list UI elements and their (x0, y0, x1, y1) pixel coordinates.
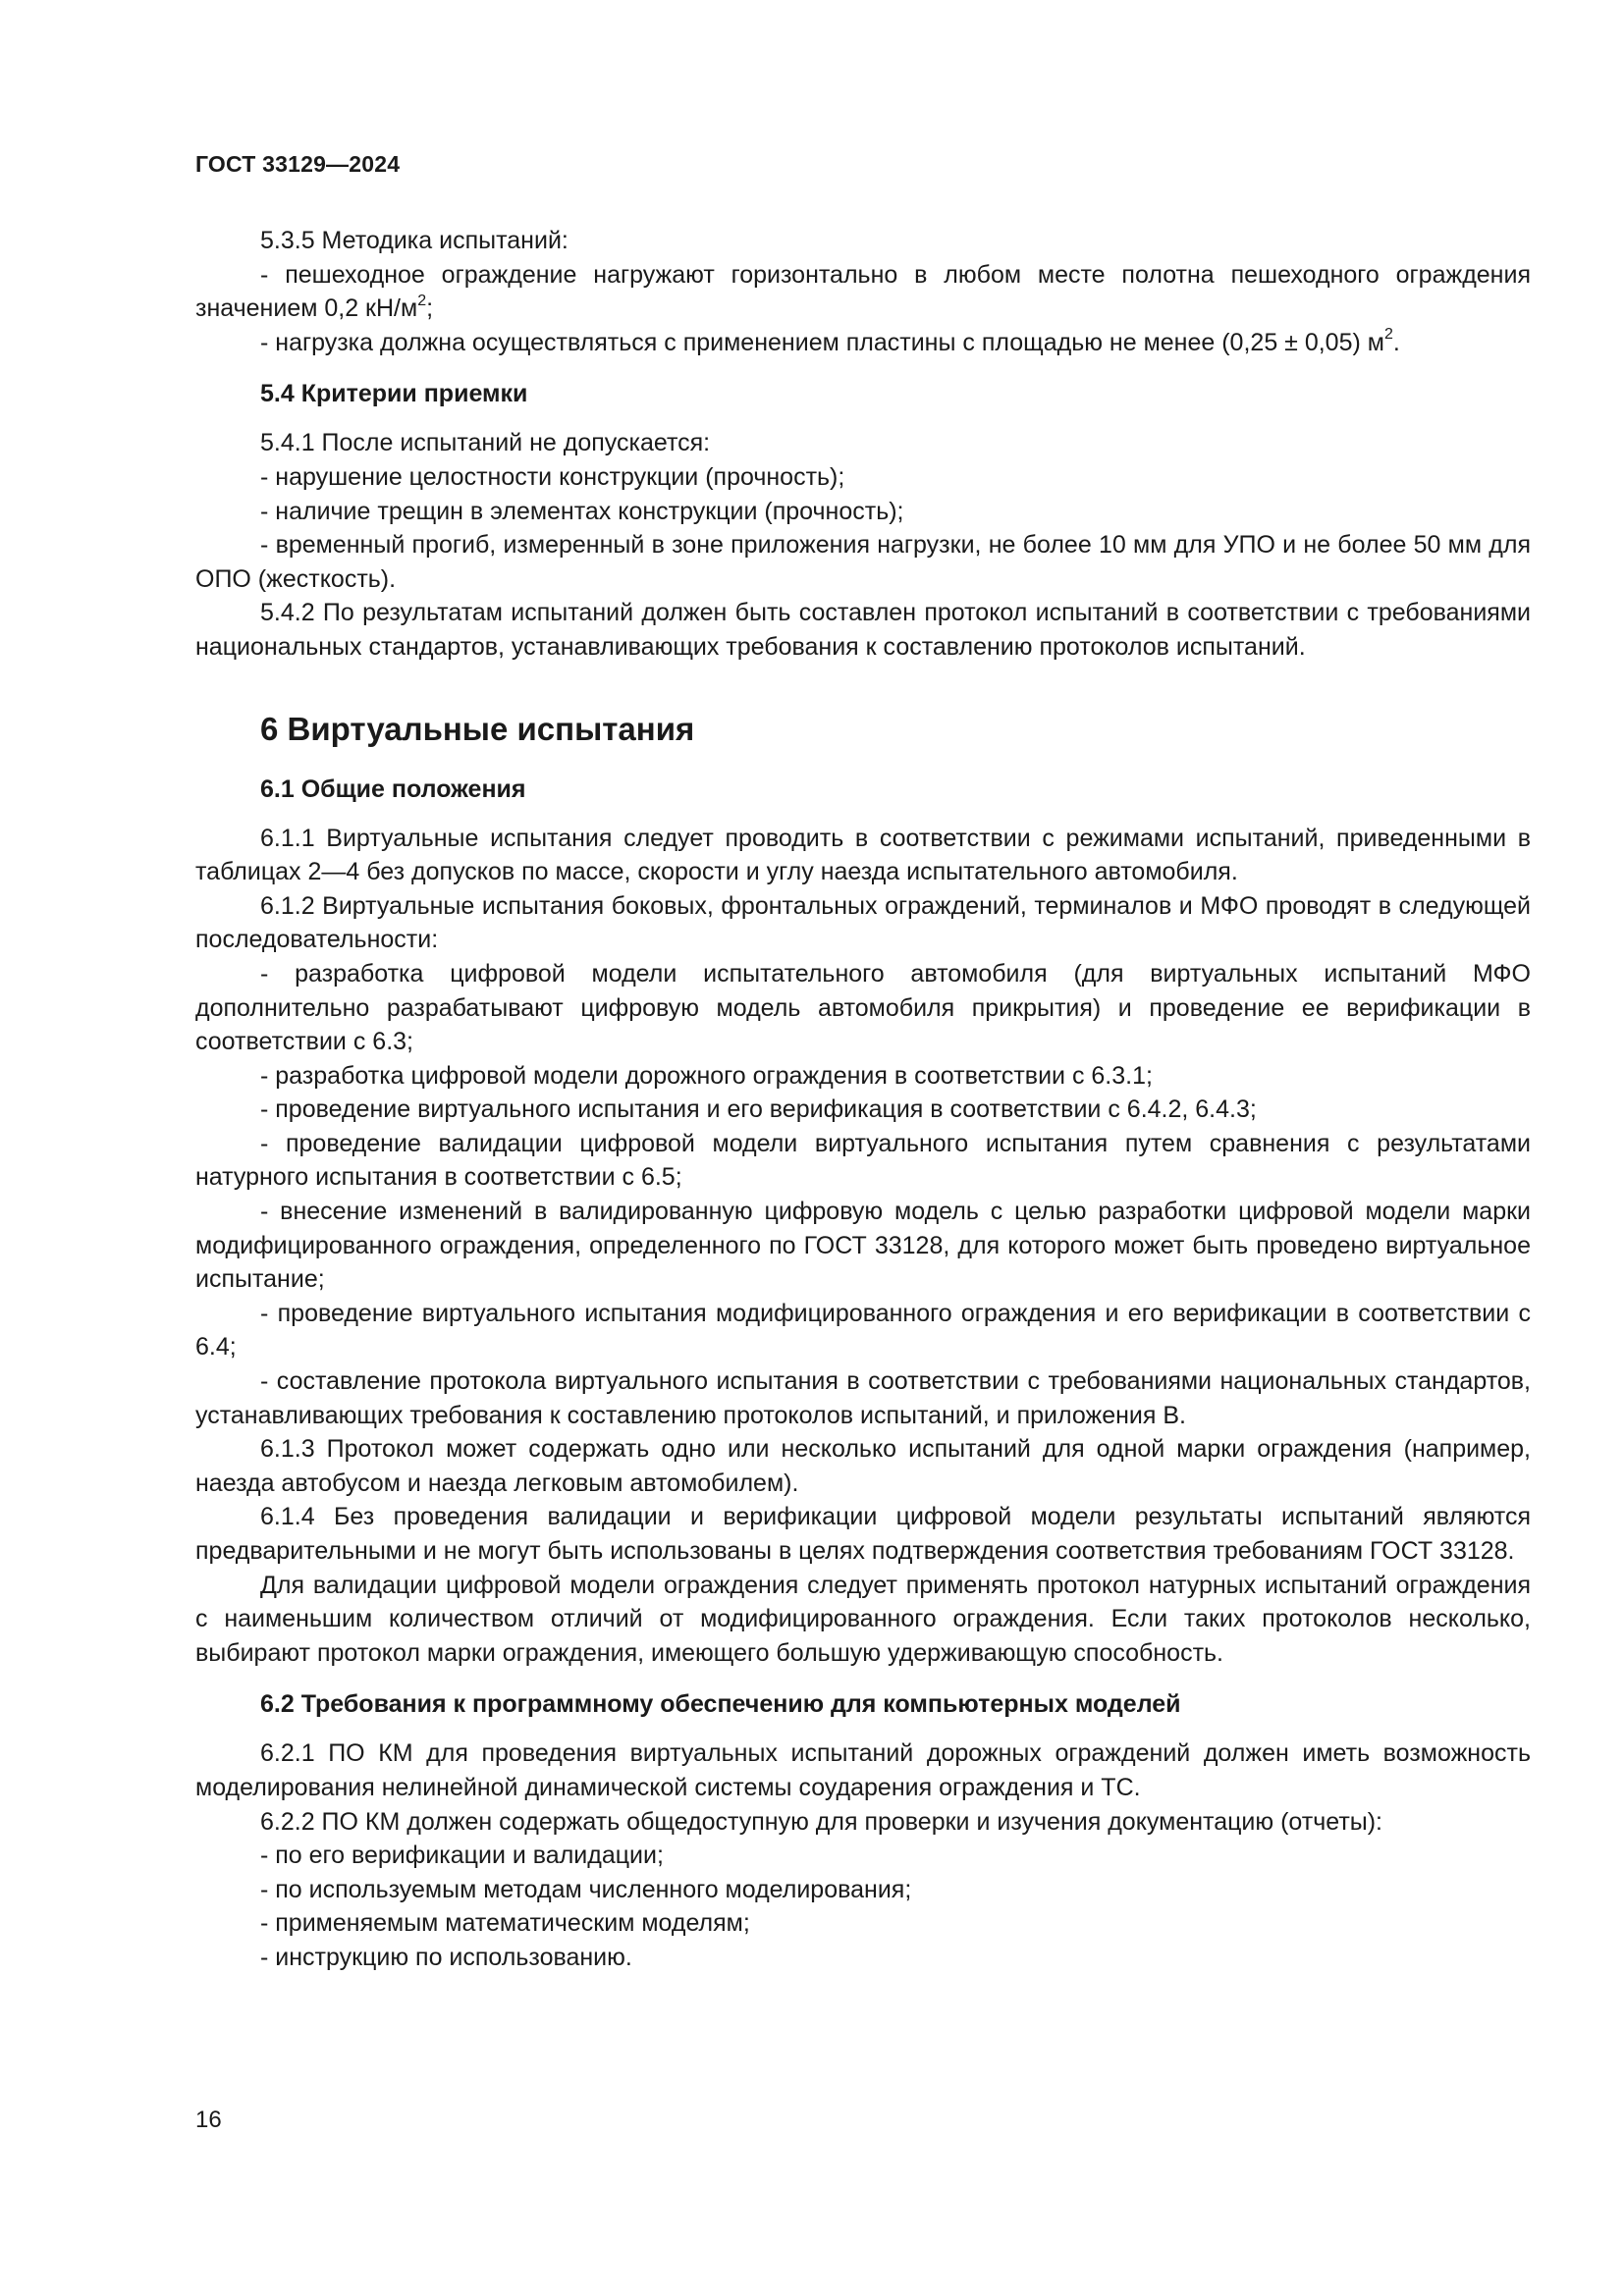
clause-6-1-2-item-2: - разработка цифровой модели дорожного ограждения в соответствии с 6.3.1; (260, 1061, 1153, 1090)
document-header: ГОСТ 33129—2024 (195, 151, 401, 177)
section-6-heading: 6 Виртуальные испытания (260, 710, 695, 747)
clause-6-1-4-paragraph-2: Для валидации цифровой модели ограждения следует применять протокол натурных испытаний ограждения с наименьшим количеством отличий от модифицированного ограждения. Если таких протоколов несколько, выбирают протокол марки ограждения, имеющего большую удерживающую способность. (195, 1571, 1531, 1667)
clause-6-1-2-item-6: - проведение виртуального испытания модифицированного ограждения и его верификации в соответствии с 6.4; (195, 1299, 1531, 1362)
clause-5-3-5-item-2: - нагрузка должна осуществляться с применением пластины с площадью не менее (0,25 ± 0,05) $м^2$. (260, 326, 1400, 356)
page-number: 16 (195, 2107, 222, 2133)
clause-6-1-2-item-5: - внесение изменений в валидированную цифровую модель с целью разработки цифровой модели марки модифицированного ограждения, определенного по ГОСТ 33128, для которого может быть проведено виртуальное испытание; (195, 1198, 1531, 1294)
clause-6-2-2: 6.2.2 ПО КМ должен содержать общедоступную для проверки и изучения документацию (отчеты): (260, 1807, 1383, 1836)
clause-5-4-1-item-3: - временный прогиб, измеренный в зоне приложения нагрузки, не более 10 мм для УПО и не более 50 мм для ОПО (жесткость). (195, 531, 1531, 593)
clause-5-4-2: 5.4.2 По результатам испытаний должен быть составлен протокол испытаний в соответствии с требованиями национальных стандартов, устанавливающих требования к составлению протоколов испытаний. (195, 599, 1531, 661)
clause-6-1-2-item-4: - проведение валидации цифровой модели виртуального испытания путем сравнения с результатами натурного испытания в соответствии с 6.5; (195, 1129, 1531, 1192)
clause-6-1-2: 6.1.2 Виртуальные испытания боковых, фронтальных ограждений, терминалов и МФО проводят в следующей последовательности: (195, 891, 1531, 954)
clause-6-1-3: 6.1.3 Протокол может содержать одно или несколько испытаний для одной марки ограждения (например, наезда автобусом и наезда легковым автомобилем). (195, 1435, 1531, 1497)
clause-5-4-1-item-2: - наличие трещин в элементах конструкции (прочность); (260, 497, 904, 525)
clause-5-3-5-item-1: - пешеходное ограждение нагружают горизонтально в любом месте полотна пешеходного ограждения значением 0,2 $кН/м^2$; (195, 260, 1531, 323)
clause-6-1-2-item-7: - составление протокола виртуального испытания в соответствии с требованиями национальных стандартов, устанавливающих требования к составлению протоколов испытаний, и приложения В. (195, 1367, 1531, 1429)
clause-6-2-2-item-3: - применяемым математическим моделям; (260, 1909, 750, 1938)
clause-5-3-5-title: 5.3.5 Методика испытаний: (260, 227, 568, 254)
clause-6-2-2-item-4: - инструкцию по использованию. (260, 1943, 632, 1971)
clause-6-2-1: 6.2.1 ПО КМ для проведения виртуальных испытаний дорожных ограждений должен иметь возможность моделирования нелинейной динамической системы соударения ограждения и ТС. (195, 1739, 1531, 1801)
page-content (195, 224, 1531, 1975)
section-6-2-heading: 6.2 Требования к программному обеспечению для компьютерных моделей (260, 1690, 1181, 1719)
clause-6-2-2-item-1: - по его верификации и валидации; (260, 1842, 664, 1870)
clause-6-1-4: 6.1.4 Без проведения валидации и верификации цифровой модели результаты испытаний являются предварительными и не могут быть использованы в целях подтверждения соответствия требованиям ГОСТ 33128. (195, 1503, 1531, 1565)
section-6-1-heading: 6.1 Общие положения (260, 774, 526, 803)
clause-6-2-2-item-2: - по используемым методам численного моделирования; (260, 1875, 912, 1903)
clause-6-1-2-item-3: - проведение виртуального испытания и его верификация в соответствии с 6.4.2, 6.4.3; (260, 1095, 1257, 1124)
section-5-4-heading: 5.4 Критерии приемки (260, 380, 528, 408)
clause-5-4-1: 5.4.1 После испытаний не допускается: (260, 429, 711, 457)
clause-6-1-1: 6.1.1 Виртуальные испытания следует проводить в соответствии с режимами испытаний, приведенными в таблицах 2—4 без допусков по массе, скорости и углу наезда испытательного автомобиля. (195, 824, 1531, 886)
clause-6-1-2-item-1: - разработка цифровой модели испытательного автомобиля (для виртуальных испытаний МФО дополнительно разрабатывают цифровую модель автомобиля прикрытия) и проведение ее верификации в соответствии с 6.3; (195, 959, 1531, 1056)
clause-5-4-1-item-1: - нарушение целостности конструкции (прочность); (260, 462, 845, 491)
